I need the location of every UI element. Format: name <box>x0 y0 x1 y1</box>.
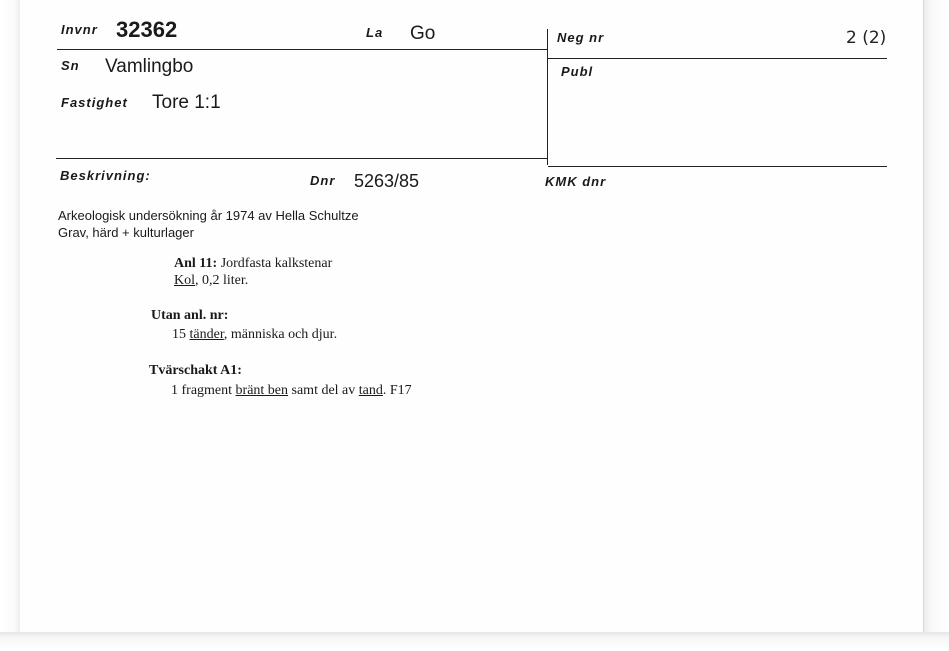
invnr-label: Invnr <box>61 22 98 37</box>
scan-edge-right <box>923 0 949 651</box>
neg-nr-label: Neg nr <box>557 30 605 45</box>
anl11-item-text: , 0,2 liter. <box>195 273 249 288</box>
tvar-item-prefix: 1 fragment <box>171 383 236 398</box>
dnr-value: 5263/85 <box>354 171 420 191</box>
header-rule-right <box>548 58 887 59</box>
utan-item-text: , människa och djur. <box>223 327 338 342</box>
anl11-heading-text: Jordfasta kalkstenar <box>217 256 333 271</box>
anl11-item-underlined: Kol <box>174 273 195 288</box>
catalog-card <box>20 0 924 632</box>
la-label: La <box>366 25 384 40</box>
tvar-item <box>171 383 412 399</box>
invnr-value: 32362 <box>116 17 178 42</box>
fastighet-label: Fastighet <box>61 95 128 110</box>
vertical-divider <box>547 29 548 165</box>
tvar-heading: Tvärschakt A1: <box>149 363 242 378</box>
kmk-dnr-label: KMK dnr <box>545 174 607 189</box>
tvar-item-underlined-1: bränt ben <box>235 383 289 398</box>
utan-heading: Utan anl. nr: <box>151 308 229 323</box>
summary-line-1: Arkeologisk undersökning år 1974 av Hella Schultze <box>58 208 359 223</box>
dnr-label: Dnr <box>310 173 336 188</box>
beskrivning-label: Beskrivning: <box>60 168 151 183</box>
scan-edge-left <box>0 0 20 651</box>
utan-item-underlined: tänder <box>189 327 224 342</box>
summary-line-2: Grav, härd + kulturlager <box>58 225 194 240</box>
anl11-heading-line <box>174 256 332 272</box>
description-rule-right <box>548 166 887 167</box>
sn-label: Sn <box>61 58 80 73</box>
scan-edge-bottom <box>0 632 949 651</box>
utan-heading-line <box>151 308 228 324</box>
fastighet-value: Tore 1:1 <box>152 92 221 113</box>
tvar-heading-line <box>149 363 242 379</box>
sn-value: Vamlingbo <box>105 56 194 77</box>
tvar-item-underlined-2: tand <box>358 383 383 398</box>
la-value: Go <box>410 23 436 44</box>
tvar-item-mid: samt del av <box>288 383 359 398</box>
utan-item-prefix: 15 <box>172 327 190 342</box>
header-rule-left <box>57 49 548 50</box>
anl11-heading: Anl 11: <box>174 256 218 271</box>
publ-label: Publ <box>561 64 594 79</box>
tvar-item-text: . F17 <box>382 383 412 398</box>
utan-item <box>172 327 337 343</box>
page-reference: 2 (2) <box>846 28 887 48</box>
description-rule-left <box>56 158 548 159</box>
anl11-item <box>174 273 248 289</box>
